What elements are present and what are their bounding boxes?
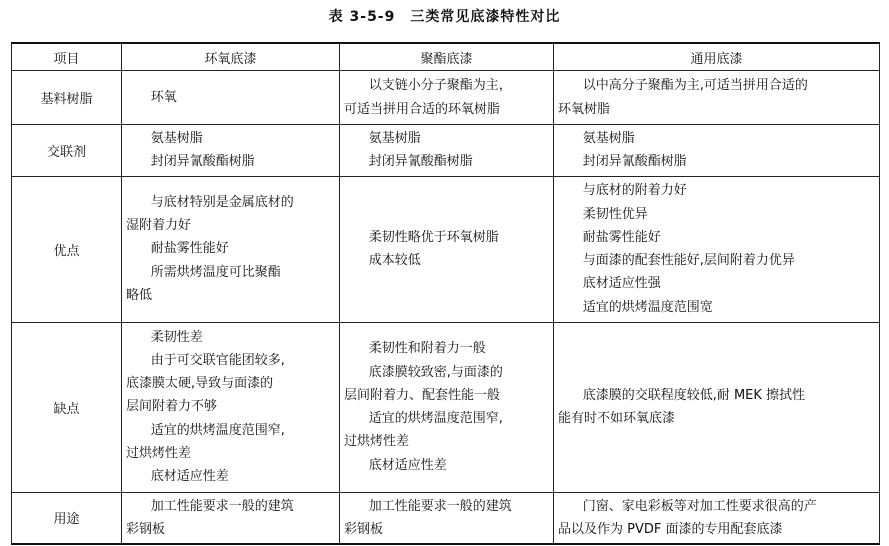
cell-line: 过烘烤性差 <box>126 446 192 462</box>
cell-line: 封闭异氰酸酯树脂 <box>150 154 255 170</box>
row-label: 缺点 <box>12 322 122 492</box>
cell-line: 彩钢板 <box>344 521 384 537</box>
cell-line: 底材适应性强 <box>582 276 661 292</box>
cell-line: 柔韧性优异 <box>582 206 648 222</box>
cell-line: 加工性能要求一般的建筑 <box>368 498 512 514</box>
cell-line: 氨基树脂 <box>150 131 203 146</box>
cell-line: 彩钢板 <box>126 521 166 537</box>
cell-line: 过烘烤性差 <box>344 434 410 450</box>
cell-polyester <box>340 125 554 177</box>
cell-universal <box>554 71 880 125</box>
cell-line: 以支链小分子聚酯为主， <box>368 78 512 94</box>
cell-line: 与底材的附着力好 <box>582 183 687 199</box>
cell-universal <box>554 492 880 544</box>
cell-line: 适宜的烘烤温度范围宽 <box>582 299 713 315</box>
cell-line: 门窗、家电彩板等对加工性要求很高的产 <box>582 498 817 514</box>
column-header-universal: 通用底漆 <box>554 43 880 71</box>
column-header-epoxy: 环氧底漆 <box>122 43 340 71</box>
cell-line: 与底材特别是金属底材的 <box>150 194 294 210</box>
cell-line: 柔韧性和附着力一般 <box>368 341 486 357</box>
table-title: 表 3-5-9 三类常见底漆特性对比 <box>328 9 561 25</box>
cell-line: 耐盐雾性能好 <box>582 229 661 245</box>
cell-line: 环氧树脂 <box>558 101 611 117</box>
cell-line: 层间附着力、配套性能一般 <box>344 387 501 403</box>
header-row <box>12 43 880 71</box>
cell-line: 适宜的烘烤温度范围窄, <box>368 411 503 427</box>
row-label: 交联剂 <box>12 125 122 177</box>
table-row <box>12 176 880 322</box>
table-row <box>12 322 880 492</box>
cell-line: 适宜的烘烤温度范围窄, <box>150 422 285 438</box>
cell-line: 柔韧性差 <box>150 329 203 345</box>
cell-line: 略低 <box>126 288 153 304</box>
cell-line: 能有时不如环氧底漆 <box>558 411 676 427</box>
row-label: 基料树脂 <box>12 71 122 125</box>
cell-line: 品以及作为 PVDF 面漆的专用配套底漆 <box>558 521 783 537</box>
column-header-item: 项目 <box>12 43 122 71</box>
cell-universal <box>554 176 880 322</box>
cell-line: 与面漆的配套性能好,层间附着力优异 <box>582 253 795 269</box>
cell-line: 氨基树脂 <box>368 131 421 146</box>
cell-line: 以中高分子聚酯为主,可适当拼用合适的 <box>582 78 808 94</box>
cell-line: 耐盐雾性能好 <box>150 241 229 257</box>
cell-epoxy <box>122 322 340 492</box>
cell-line: 底材适应性差 <box>368 457 447 473</box>
cell-line: 加工性能要求一般的建筑 <box>150 498 294 514</box>
table-row <box>12 492 880 544</box>
cell-epoxy <box>122 492 340 544</box>
cell-line: 所需烘烤温度可比聚酯 <box>150 264 281 280</box>
cell-polyester <box>340 176 554 322</box>
cell-line: 由于可交联官能团较多, <box>150 352 285 368</box>
cell-epoxy <box>122 71 340 125</box>
cell-polyester <box>340 71 554 125</box>
cell-line: 柔韧性略优于环氧树脂 <box>368 229 499 245</box>
cell-polyester <box>340 492 554 544</box>
cell-line: 封闭异氰酸酯树脂 <box>582 154 687 170</box>
table-row <box>12 125 880 177</box>
row-label: 优点 <box>12 176 122 322</box>
table-row <box>12 71 880 125</box>
cell-line: 底漆膜的交联程度较低,耐 MEK 擦拭性 <box>582 387 806 403</box>
cell-line: 可适当拼用合适的环氧树脂 <box>344 101 501 117</box>
column-header-polyester: 聚酯底漆 <box>340 43 554 71</box>
comparison-table <box>11 42 880 545</box>
cell-line: 封闭异氰酸酯树脂 <box>368 154 473 170</box>
cell-line: 成本较低 <box>368 253 421 269</box>
cell-line: 环氧 <box>150 89 177 105</box>
cell-epoxy <box>122 125 340 177</box>
cell-line: 氨基树脂 <box>582 131 635 146</box>
cell-polyester <box>340 322 554 492</box>
row-label: 用途 <box>12 492 122 544</box>
cell-line: 底材适应性差 <box>150 469 229 485</box>
cell-universal <box>554 322 880 492</box>
cell-epoxy <box>122 176 340 322</box>
cell-line: 底漆膜太硬,导致与面漆的 <box>126 376 274 392</box>
cell-line: 底漆膜较致密,与面漆的 <box>368 364 503 380</box>
cell-line: 层间附着力不够 <box>126 399 218 415</box>
cell-line: 湿附着力好 <box>126 218 192 234</box>
cell-universal <box>554 125 880 177</box>
